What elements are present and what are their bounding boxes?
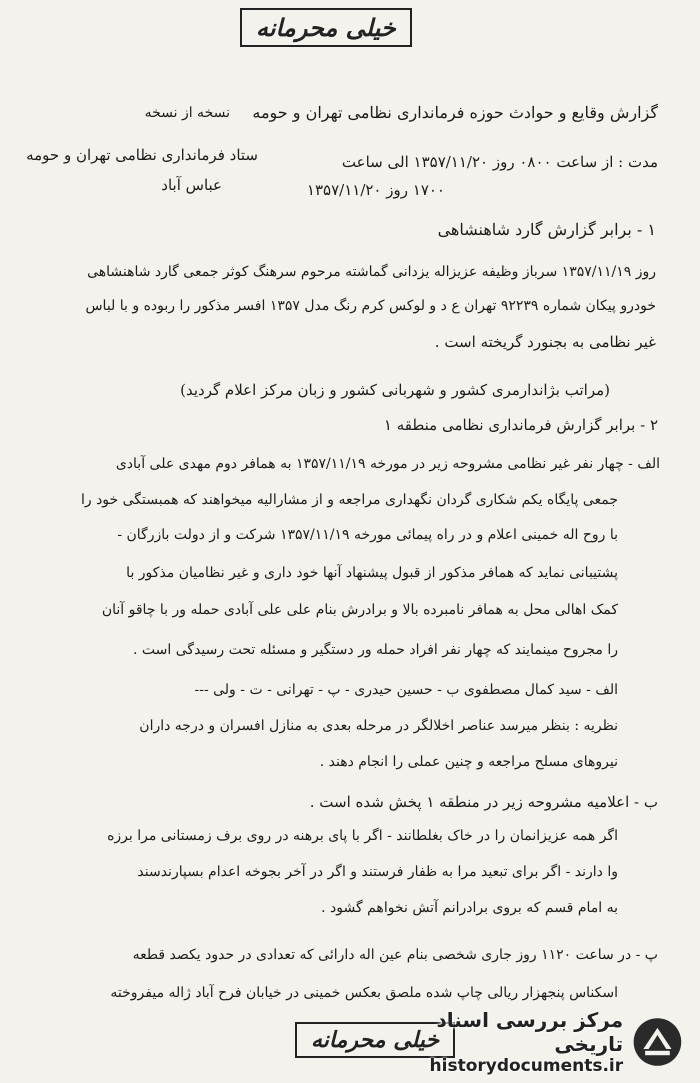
section-2-a-line-8: نظریه : بنظر میرسد عناصر اخلالگر در مرحله بعدی به منازل افسران و درجه داران bbox=[139, 718, 618, 734]
period-line-2: ۱۷۰۰ روز ۱۳۵۷/۱۱/۲۰ bbox=[306, 181, 445, 199]
classification-stamp-top: خیلی محرمانه bbox=[240, 8, 412, 47]
period-line-1: مدت : از ساعت ۰۸۰۰ روز ۱۳۵۷/۱۱/۲۰ الی ساعت bbox=[341, 153, 658, 171]
section-1-para-2: خودرو پیکان شماره ۹۲۲۳۹ تهران ع د و لوکس کرم رنگ مدل ۱۳۵۷ افسر مذکور را ربوده و با لباس bbox=[85, 298, 656, 314]
section-2-a-line-7: الف - سید کمال مصطفوی ب - حسین حیدری - پ - تهرانی - ت - ولی --- bbox=[194, 682, 618, 698]
section-2-a-line-6: را مجروح مینمایند که چهار نفر افراد حمله ور دستگیر و مسئله تحت رسیدگی است . bbox=[133, 642, 618, 658]
section-1-para-3: غیر نظامی به بجنورد گریخته است . bbox=[434, 333, 656, 351]
section-2-b-line-2: وا دارند - اگر برای تبعید مرا به ظفار فرستند و اگر در آخر بجوخه اعدام بسپارندسند bbox=[137, 864, 618, 880]
section-1-heading: ۱ - برابر گزارش گارد شاهنشاهی bbox=[437, 220, 656, 239]
section-2-a-line-1: الف - چهار نفر غیر نظامی مشروحه زیر در مورخه ۱۳۵۷/۱۱/۱۹ به همافر دوم مهدی علی آبادی bbox=[115, 456, 660, 472]
archive-logo-icon bbox=[631, 1013, 684, 1071]
section-2-a-line-4: پشتیبانی نماید که همافر مذکور از قبول پیشنهاد آنها خود داری و غیر نظامیان مذکور با bbox=[126, 565, 618, 581]
watermark-name: مرکز بررسی اسناد تاریخی bbox=[436, 1008, 624, 1056]
recipient-line-1: ستاد فرمانداری نظامی تهران و حومه bbox=[26, 146, 258, 164]
section-2-a-line-5: کمک اهالی محل به همافر نامبرده بالا و برادرش بنام علی علی آبادی حمله ور با چاقو آنان bbox=[101, 602, 618, 618]
section-1-para-1: روز ۱۳۵۷/۱۱/۱۹ سرباز وظیفه عزیزاله یزدانی گماشته مرحوم سرهنگ کوثر جمعی گارد شاهنشاهی bbox=[87, 264, 656, 280]
section-2-a-line-2: جمعی پایگاه یکم شکاری گردان نگهداری مراجعه و از مشارالیه میخواهند که همبستگی خود را bbox=[80, 492, 618, 508]
section-2-b-heading: ب - اعلامیه مشروحه زیر در منطقه ۱ پخش شده است . bbox=[309, 793, 658, 811]
archive-watermark bbox=[384, 1007, 684, 1077]
copy-line: نسخه از نسخه bbox=[144, 105, 230, 121]
section-2-heading: ۲ - برابر گزارش فرمانداری نظامی منطقه ۱ bbox=[383, 416, 658, 434]
section-1-note: (مراتب بژاندارمری کشور و شهربانی کشور و زبان مرکز اعلام گردید) bbox=[180, 381, 610, 399]
section-2-c-line-1: پ - در ساعت ۱۱۲۰ روز جاری شخصی بنام عین اله دارائی که تعدادی در حدود یکصد قطعه bbox=[132, 947, 658, 963]
section-2-b-line-1: اگر همه عزیزانمان را در خاک بغلطانند - اگر با پای برهنه در روی برف زمستانی مرا برزه bbox=[107, 828, 618, 844]
section-2-b-line-3: به امام قسم که بروی برادرانم آتش نخواهم گشود . bbox=[321, 900, 618, 916]
recipient-line-2: عباس آباد bbox=[161, 176, 222, 194]
report-title: گزارش وقایع و حوادث حوزه فرمانداری نظامی تهران و حومه bbox=[252, 103, 658, 122]
classification-stamp-bottom: خیلی محرمانه bbox=[295, 1022, 455, 1058]
section-2-a-line-9: نیروهای مسلح مراجعه و چنین عملی را انجام دهند . bbox=[319, 754, 618, 770]
section-2-a-line-3: با روح اله خمینی اعلام و در راه پیمائی مورخه ۱۳۵۷/۱۱/۱۹ شرکت و از دولت بازرگان - bbox=[117, 527, 618, 543]
watermark-site: historydocuments.ir bbox=[429, 1056, 624, 1076]
section-2-c-line-2: اسکناس پنجهزار ریالی چاپ شده ملصق بعکس خمینی در خیابان فرح آباد ژاله میفروخته bbox=[110, 985, 618, 1001]
